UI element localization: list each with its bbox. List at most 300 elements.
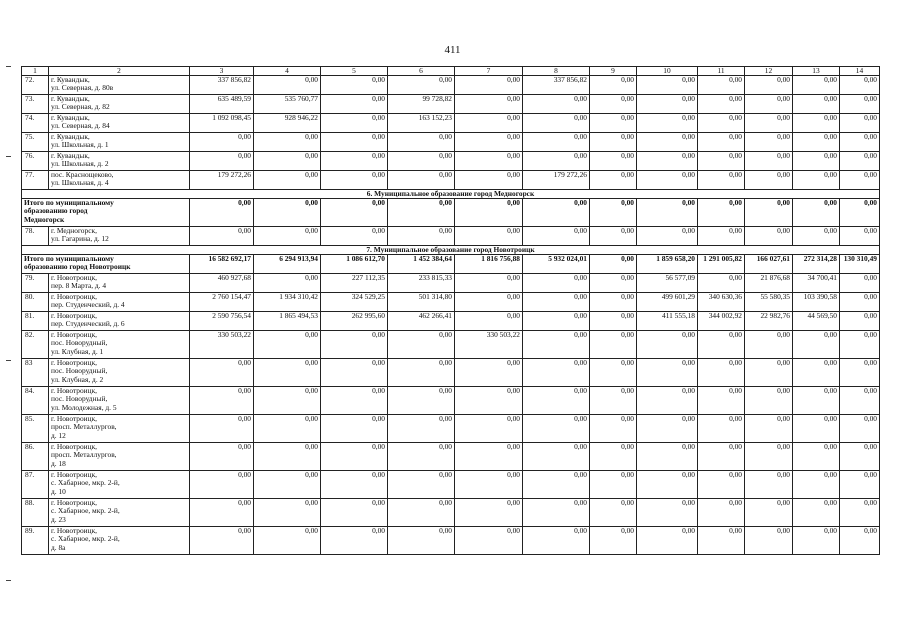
- address-line: ул. Клубная, д. 2: [51, 374, 104, 384]
- address-line: г. Новотроицк,: [51, 273, 98, 282]
- address-line: д. 23: [51, 514, 66, 524]
- section-header-row: [22, 190, 880, 199]
- amount-cell: 0,00: [254, 387, 321, 415]
- total-label-line: Итого по муниципальному: [24, 254, 114, 263]
- row-number: 73.: [22, 95, 49, 114]
- row-number: 79.: [22, 274, 49, 293]
- column-number: 3: [190, 67, 254, 76]
- amount-cell: 0,00: [388, 499, 455, 527]
- amount-cell: 0,00: [455, 76, 523, 95]
- table-row: [22, 527, 880, 555]
- amount-cell: 0,00: [523, 152, 590, 171]
- address-line: пер. Студенческий, д. 4: [51, 300, 125, 310]
- amount-cell: 0,00: [388, 227, 455, 246]
- amount-cell: 0,00: [745, 171, 793, 190]
- column-number: 6: [388, 67, 455, 76]
- amount-cell: 0,00: [637, 76, 698, 95]
- amount-cell: 0,00: [455, 499, 523, 527]
- amount-cell: 1 865 494,53: [254, 312, 321, 331]
- address-line: д. 10: [51, 486, 66, 496]
- address-line: пос. Новорудный,: [51, 394, 108, 404]
- amount-cell: 0,00: [321, 152, 388, 171]
- address-line: г. Кувандык,: [51, 94, 90, 103]
- amount-cell: 272 314,28: [793, 255, 840, 274]
- amount-cell: 0,00: [523, 312, 590, 331]
- amount-cell: 0,00: [745, 387, 793, 415]
- column-number: 1: [22, 67, 49, 76]
- amount-cell: 0,00: [455, 133, 523, 152]
- address-cell: [49, 133, 190, 152]
- amount-cell: 0,00: [637, 95, 698, 114]
- amount-cell: 0,00: [590, 331, 637, 359]
- binding-margin-marks: [6, 60, 14, 630]
- amount-cell: 0,00: [254, 274, 321, 293]
- address-line: с. Хабарное, мкр. 2-й,: [51, 534, 120, 544]
- amount-cell: 0,00: [254, 359, 321, 387]
- total-label: [22, 255, 190, 274]
- amount-cell: 0,00: [698, 387, 745, 415]
- amount-cell: 0,00: [455, 95, 523, 114]
- address-line: пер. Студенческий, д. 6: [51, 319, 125, 329]
- address-line: ул. Клубная, д. 1: [51, 346, 104, 356]
- column-number: 8: [523, 67, 590, 76]
- amount-cell: 0,00: [321, 76, 388, 95]
- amount-cell: 0,00: [590, 312, 637, 331]
- amount-cell: 0,00: [637, 331, 698, 359]
- row-number: 75.: [22, 133, 49, 152]
- row-number: 72.: [22, 76, 49, 95]
- table-row: [22, 95, 880, 114]
- table-row: [22, 331, 880, 359]
- address-line: г. Новотроицк,: [51, 526, 98, 535]
- row-number: 80.: [22, 293, 49, 312]
- amount-cell: 0,00: [523, 293, 590, 312]
- amount-cell: 0,00: [455, 199, 523, 227]
- amount-cell: 0,00: [840, 415, 880, 443]
- table-row: [22, 133, 880, 152]
- amount-cell: 0,00: [254, 133, 321, 152]
- amount-cell: 0,00: [455, 387, 523, 415]
- amount-cell: 0,00: [745, 471, 793, 499]
- amount-cell: 0,00: [388, 199, 455, 227]
- row-number: 81.: [22, 312, 49, 331]
- amount-cell: 103 390,58: [793, 293, 840, 312]
- amount-cell: 0,00: [321, 199, 388, 227]
- amount-cell: 0,00: [388, 331, 455, 359]
- amount-cell: 0,00: [793, 114, 840, 133]
- amount-cell: 928 946,22: [254, 114, 321, 133]
- row-number: 89.: [22, 527, 49, 555]
- address-line: просп. Металлургов,: [51, 450, 117, 460]
- amount-cell: 0,00: [840, 443, 880, 471]
- amount-cell: 635 489,59: [190, 95, 254, 114]
- amount-cell: 324 529,25: [321, 293, 388, 312]
- address-cell: [49, 76, 190, 95]
- amount-cell: 501 314,80: [388, 293, 455, 312]
- amount-cell: 2 590 756,54: [190, 312, 254, 331]
- address-line: ул. Северная, д. 82: [51, 102, 110, 112]
- address-cell: [49, 227, 190, 246]
- amount-cell: 0,00: [840, 199, 880, 227]
- amount-cell: 0,00: [590, 527, 637, 555]
- amount-cell: 21 876,68: [745, 274, 793, 293]
- address-line: пер. 8 Марта, д. 4: [51, 281, 107, 291]
- amount-cell: 6 294 913,94: [254, 255, 321, 274]
- amount-cell: 1 816 756,88: [455, 255, 523, 274]
- amount-cell: 0,00: [254, 415, 321, 443]
- total-label-line: Итого по муниципальному: [24, 198, 114, 207]
- address-cell: [49, 171, 190, 190]
- amount-cell: 0,00: [190, 227, 254, 246]
- amount-cell: 0,00: [590, 255, 637, 274]
- table-row: [22, 152, 880, 171]
- amount-cell: 0,00: [590, 114, 637, 133]
- amount-cell: 0,00: [637, 133, 698, 152]
- address-line: г. Новотроицк,: [51, 470, 98, 479]
- amount-cell: 0,00: [190, 415, 254, 443]
- row-number: 83: [22, 359, 49, 387]
- amount-cell: 56 577,09: [637, 274, 698, 293]
- amount-cell: 0,00: [698, 527, 745, 555]
- amount-cell: 0,00: [745, 415, 793, 443]
- amount-cell: 0,00: [793, 171, 840, 190]
- amount-cell: 0,00: [793, 527, 840, 555]
- amount-cell: 0,00: [840, 95, 880, 114]
- amount-cell: 0,00: [637, 199, 698, 227]
- amount-cell: 0,00: [254, 527, 321, 555]
- address-line: г. Новотроицк,: [51, 414, 98, 423]
- amount-cell: 0,00: [321, 114, 388, 133]
- address-line: с. Хабарное, мкр. 2-й,: [51, 478, 120, 488]
- address-cell: [49, 293, 190, 312]
- amount-cell: 0,00: [388, 527, 455, 555]
- amount-cell: 0,00: [793, 387, 840, 415]
- amount-cell: 0,00: [745, 499, 793, 527]
- amount-cell: 0,00: [793, 95, 840, 114]
- column-number: 2: [49, 67, 190, 76]
- amount-cell: 0,00: [321, 133, 388, 152]
- amount-cell: 0,00: [793, 471, 840, 499]
- address-line: г. Новотроицк,: [51, 498, 98, 507]
- amount-cell: 0,00: [523, 471, 590, 499]
- amount-cell: 0,00: [840, 152, 880, 171]
- amount-cell: 0,00: [745, 76, 793, 95]
- amount-cell: 330 503,22: [455, 331, 523, 359]
- column-number: 11: [698, 67, 745, 76]
- table-row: [22, 499, 880, 527]
- amount-cell: 0,00: [388, 471, 455, 499]
- amount-cell: 535 760,77: [254, 95, 321, 114]
- amount-cell: 0,00: [840, 227, 880, 246]
- address-cell: [49, 527, 190, 555]
- total-label-line: образованию город Новотроицк: [24, 262, 131, 272]
- amount-cell: 0,00: [698, 274, 745, 293]
- amount-cell: 0,00: [745, 95, 793, 114]
- address-cell: [49, 471, 190, 499]
- amount-cell: 0,00: [590, 95, 637, 114]
- amount-cell: 0,00: [190, 133, 254, 152]
- amount-cell: 0,00: [745, 152, 793, 171]
- amount-cell: 0,00: [590, 471, 637, 499]
- amount-cell: 0,00: [455, 359, 523, 387]
- amount-cell: 16 582 692,17: [190, 255, 254, 274]
- row-number: 82.: [22, 331, 49, 359]
- address-cell: [49, 443, 190, 471]
- amount-cell: 0,00: [590, 387, 637, 415]
- address-line: ул. Школьная, д. 1: [51, 140, 109, 150]
- table-row: [22, 443, 880, 471]
- column-number-row: [22, 67, 880, 76]
- section-title: 6. Муниципальное образование город Медногорск: [22, 190, 880, 199]
- amount-cell: 0,00: [698, 499, 745, 527]
- amount-cell: 0,00: [840, 331, 880, 359]
- amount-cell: 0,00: [698, 76, 745, 95]
- section-title: 7. Муниципальное образование город Новотроицк: [22, 246, 880, 255]
- amount-cell: 0,00: [698, 114, 745, 133]
- address-line: г. Новотроицк,: [51, 330, 98, 339]
- amount-cell: 0,00: [321, 415, 388, 443]
- address-line: г. Новотроицк,: [51, 358, 98, 367]
- amount-cell: 0,00: [840, 274, 880, 293]
- page-number: 411: [444, 44, 461, 56]
- address-line: г. Медногорск,: [51, 226, 97, 235]
- amount-cell: 0,00: [455, 274, 523, 293]
- amount-cell: 0,00: [637, 415, 698, 443]
- amount-cell: 0,00: [321, 95, 388, 114]
- column-number: 4: [254, 67, 321, 76]
- amount-cell: 0,00: [321, 359, 388, 387]
- amount-cell: 99 728,82: [388, 95, 455, 114]
- table-row: [22, 114, 880, 133]
- table-row: [22, 227, 880, 246]
- row-number: 77.: [22, 171, 49, 190]
- amount-cell: 0,00: [590, 227, 637, 246]
- amount-cell: 0,00: [190, 499, 254, 527]
- amount-cell: 0,00: [254, 76, 321, 95]
- amount-cell: 0,00: [388, 76, 455, 95]
- amount-cell: 0,00: [190, 152, 254, 171]
- amount-cell: 0,00: [455, 312, 523, 331]
- amount-cell: 0,00: [698, 471, 745, 499]
- amount-cell: 0,00: [321, 499, 388, 527]
- amount-cell: 0,00: [455, 443, 523, 471]
- amount-cell: 0,00: [523, 499, 590, 527]
- amount-cell: 0,00: [254, 443, 321, 471]
- amount-cell: 0,00: [793, 499, 840, 527]
- amount-cell: 462 266,41: [388, 312, 455, 331]
- address-line: г. Новотроицк,: [51, 292, 98, 301]
- amount-cell: 0,00: [637, 114, 698, 133]
- amount-cell: 0,00: [840, 312, 880, 331]
- amount-cell: 0,00: [698, 331, 745, 359]
- table-row: [22, 274, 880, 293]
- total-row: [22, 255, 880, 274]
- amount-cell: 0,00: [523, 359, 590, 387]
- amount-cell: 0,00: [745, 114, 793, 133]
- row-number: 74.: [22, 114, 49, 133]
- amount-cell: 179 272,26: [190, 171, 254, 190]
- amount-cell: 0,00: [590, 133, 637, 152]
- address-line: пос. Новорудный,: [51, 338, 108, 348]
- section-header-row: [22, 246, 880, 255]
- amount-cell: 0,00: [840, 114, 880, 133]
- amount-cell: 0,00: [254, 171, 321, 190]
- amount-cell: 0,00: [698, 227, 745, 246]
- amount-cell: 0,00: [254, 471, 321, 499]
- amount-cell: 0,00: [523, 133, 590, 152]
- amount-cell: 0,00: [388, 152, 455, 171]
- table-row: [22, 359, 880, 387]
- amount-cell: 0,00: [745, 199, 793, 227]
- amount-cell: 0,00: [590, 293, 637, 312]
- address-cell: [49, 274, 190, 293]
- row-number: 78.: [22, 227, 49, 246]
- amount-cell: 0,00: [523, 415, 590, 443]
- address-line: г. Новотроицк,: [51, 442, 98, 451]
- amount-cell: 0,00: [455, 293, 523, 312]
- address-line: д. 18: [51, 458, 66, 468]
- amount-cell: 0,00: [321, 171, 388, 190]
- address-line: пос. Новорудный,: [51, 366, 108, 376]
- amount-cell: 0,00: [793, 331, 840, 359]
- amount-cell: 0,00: [698, 152, 745, 171]
- amount-cell: 0,00: [388, 359, 455, 387]
- amount-cell: 0,00: [190, 443, 254, 471]
- amount-cell: 0,00: [254, 152, 321, 171]
- amount-cell: 499 601,29: [637, 293, 698, 312]
- amount-cell: 0,00: [455, 114, 523, 133]
- address-line: г. Кувандык,: [51, 75, 90, 84]
- amount-cell: 262 995,60: [321, 312, 388, 331]
- amount-cell: 0,00: [793, 415, 840, 443]
- column-number: 7: [455, 67, 523, 76]
- amount-cell: 5 932 024,01: [523, 255, 590, 274]
- amount-cell: 0,00: [254, 227, 321, 246]
- amount-cell: 0,00: [321, 227, 388, 246]
- amount-cell: 0,00: [523, 331, 590, 359]
- amount-cell: 0,00: [190, 527, 254, 555]
- amount-cell: 0,00: [637, 527, 698, 555]
- amount-cell: 337 856,82: [523, 76, 590, 95]
- row-number: 76.: [22, 152, 49, 171]
- amount-cell: 337 856,82: [190, 76, 254, 95]
- total-label: [22, 199, 190, 227]
- amount-cell: 0,00: [840, 387, 880, 415]
- table-row: [22, 387, 880, 415]
- amount-cell: 0,00: [637, 387, 698, 415]
- amount-cell: 0,00: [190, 387, 254, 415]
- amount-cell: 0,00: [523, 227, 590, 246]
- amount-cell: 0,00: [523, 199, 590, 227]
- address-line: ул. Северная, д. 80в: [51, 83, 114, 93]
- amount-cell: 233 815,33: [388, 274, 455, 293]
- address-cell: [49, 331, 190, 359]
- amount-cell: 0,00: [321, 471, 388, 499]
- amount-cell: 0,00: [840, 499, 880, 527]
- address-line: ул. Гагарина, д. 12: [51, 234, 109, 244]
- amount-cell: 130 310,49: [840, 255, 880, 274]
- amount-cell: 0,00: [793, 199, 840, 227]
- column-number: 13: [793, 67, 840, 76]
- amount-cell: 0,00: [698, 133, 745, 152]
- amount-cell: 0,00: [388, 387, 455, 415]
- amount-cell: 0,00: [637, 152, 698, 171]
- amount-cell: 0,00: [455, 227, 523, 246]
- amount-cell: 340 630,36: [698, 293, 745, 312]
- row-number: 84.: [22, 387, 49, 415]
- amount-cell: 0,00: [590, 76, 637, 95]
- amount-cell: 0,00: [698, 171, 745, 190]
- table-row: [22, 171, 880, 190]
- address-line: ул. Школьная, д. 4: [51, 178, 109, 188]
- amount-cell: 0,00: [840, 76, 880, 95]
- amount-cell: 0,00: [388, 171, 455, 190]
- amount-cell: 0,00: [523, 274, 590, 293]
- amount-cell: 0,00: [637, 443, 698, 471]
- address-line: ул. Молодежная, д. 5: [51, 402, 117, 412]
- address-line: ул. Северная, д. 84: [51, 121, 110, 131]
- amount-cell: 344 002,92: [698, 312, 745, 331]
- table-row: [22, 471, 880, 499]
- amount-cell: 0,00: [321, 443, 388, 471]
- column-number: 10: [637, 67, 698, 76]
- amount-cell: 0,00: [793, 76, 840, 95]
- address-line: г. Новотроицк,: [51, 311, 98, 320]
- amount-cell: 0,00: [590, 443, 637, 471]
- amount-cell: 0,00: [637, 471, 698, 499]
- amount-cell: 0,00: [745, 443, 793, 471]
- amount-cell: 0,00: [321, 527, 388, 555]
- amount-cell: 0,00: [254, 499, 321, 527]
- amount-cell: 0,00: [637, 171, 698, 190]
- amount-cell: 0,00: [793, 227, 840, 246]
- amount-cell: 55 580,35: [745, 293, 793, 312]
- address-cell: [49, 152, 190, 171]
- amount-cell: 163 152,23: [388, 114, 455, 133]
- address-line: пос. Краснощеково,: [51, 170, 114, 179]
- address-cell: [49, 499, 190, 527]
- amount-cell: 0,00: [523, 387, 590, 415]
- column-number: 12: [745, 67, 793, 76]
- amount-cell: 0,00: [698, 443, 745, 471]
- amount-cell: 0,00: [590, 359, 637, 387]
- amount-cell: 34 700,41: [793, 274, 840, 293]
- amount-cell: 0,00: [388, 415, 455, 443]
- amount-cell: 0,00: [523, 443, 590, 471]
- address-cell: [49, 387, 190, 415]
- amount-cell: 0,00: [254, 331, 321, 359]
- address-cell: [49, 95, 190, 114]
- amount-cell: 0,00: [745, 227, 793, 246]
- amount-cell: 0,00: [388, 443, 455, 471]
- amount-cell: 44 569,50: [793, 312, 840, 331]
- amount-cell: 0,00: [840, 527, 880, 555]
- amount-cell: 0,00: [637, 227, 698, 246]
- amount-cell: 1 452 384,64: [388, 255, 455, 274]
- amount-cell: 227 112,35: [321, 274, 388, 293]
- amount-cell: 0,00: [523, 95, 590, 114]
- address-line: г. Кувандык,: [51, 151, 90, 160]
- row-number: 86.: [22, 443, 49, 471]
- amount-cell: 0,00: [745, 359, 793, 387]
- address-cell: [49, 415, 190, 443]
- amount-cell: 0,00: [455, 471, 523, 499]
- address-line: просп. Металлургов,: [51, 422, 117, 432]
- amount-cell: 0,00: [840, 171, 880, 190]
- amount-cell: 0,00: [840, 133, 880, 152]
- amount-cell: 0,00: [793, 443, 840, 471]
- address-line: г. Новотроицк,: [51, 386, 98, 395]
